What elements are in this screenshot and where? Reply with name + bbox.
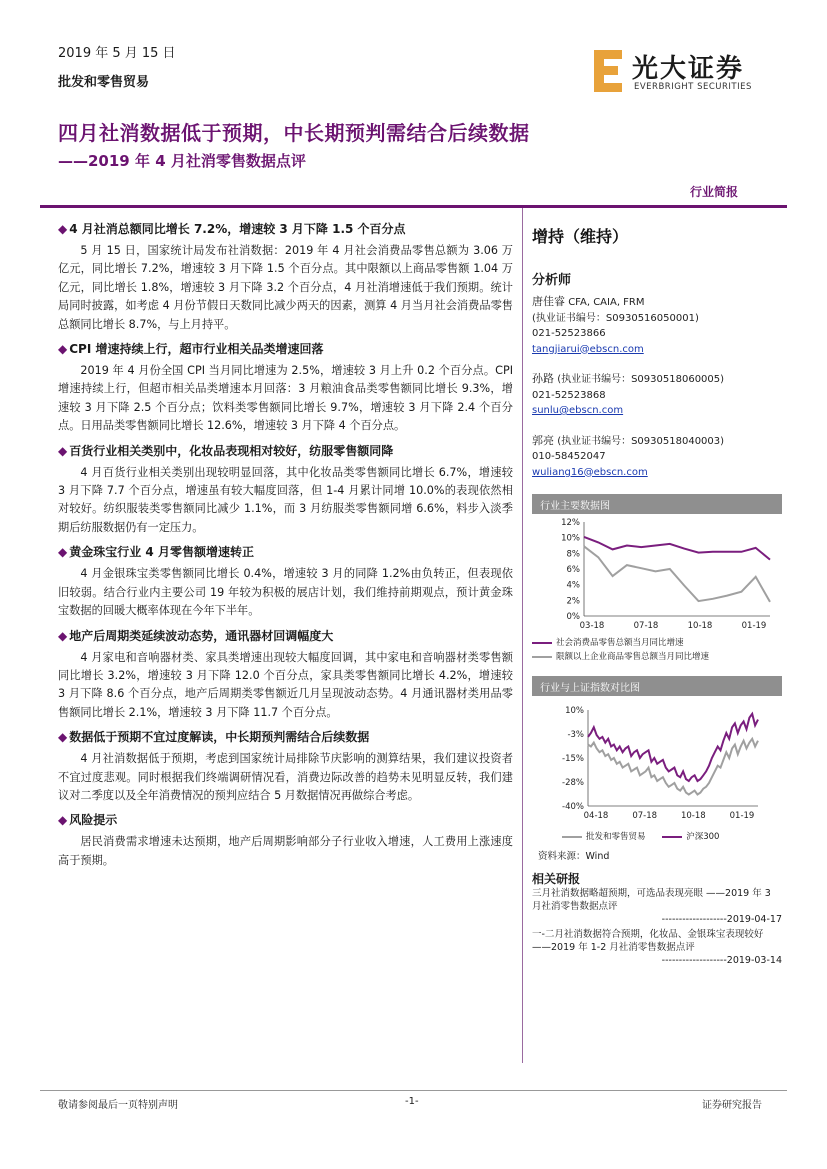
section-heading: 4 月社消总额同比增长 7.2%，增速较 3 月下降 1.5 个百分点 xyxy=(69,222,406,236)
analyst-card xyxy=(532,433,782,481)
y-tick-label: -3% xyxy=(567,730,584,740)
y-tick-label: 12% xyxy=(561,518,580,528)
section-heading: 数据低于预期不宜过度解读，中长期预判需结合后续数据 xyxy=(69,730,370,745)
section-yoy xyxy=(58,220,513,334)
related-report[interactable] xyxy=(532,928,782,967)
header-divider xyxy=(40,205,787,208)
section-department-store xyxy=(58,442,513,538)
diamond-bullet-icon: ◆ xyxy=(58,342,68,357)
section-paragraph: 4 月社消数据低于预期，考虑到国家统计局排除节庆影响的测算结果，我们建议投资者不宜过度悲观。同时根据我们终端调研情况看，消费边际改善的趋势未见明显反转，我们建议对二季度以及全年消费情况的预判应结合 5 月数据情况再做综合考虑。 xyxy=(58,752,513,802)
y-tick-label: 2% xyxy=(566,596,580,607)
related-report-date: -------------------2019-03-14 xyxy=(661,955,782,966)
chart-source: 资料来源：Wind xyxy=(538,851,610,862)
section-paragraph: 4 月家电和音响器材类、家具类增速出现较大幅度回调，其中家电和音响器材类零售额同比增长 3.2%，增速较 3 月下降 12.0 个百分点，家具类零售额同比增长 4.2%，增速较 3 月下降 8.6 个百分点，地产后周期类零售额近几月呈现波动态势。4 月通讯器材类用品零售额同比增长 2.1%，增速较 3 月下降 11.7 个百分点。 xyxy=(58,650,513,719)
y-tick-label: 10% xyxy=(565,706,584,716)
section-paragraph: 2019 年 4 月份全国 CPI 当月同比增速为 2.5%，增速较 3 月上升 0.2 个百分点。CPI 增速持续上行，但超市相关品类增速本月回落：3 月粮油食品类零售额同比增长 9.3%，增速较 3 月下降 2.5 个百分点；饮料类零售额同比增长 9.7%，增速较 3 月下降 2.4 个百分点。日用品类零售额同比增长 12.6%，增速较 3 月下降 4 个百分点。 xyxy=(58,364,513,433)
legend-swatch xyxy=(532,642,552,644)
legend-swatch xyxy=(662,836,682,838)
analyst-cert-inline: (执业证书编号：S0930518040003) xyxy=(557,435,725,447)
related-report[interactable] xyxy=(532,887,782,926)
section-real-estate xyxy=(58,627,513,723)
analyst-email-link[interactable]: wuliang16@ebscn.com xyxy=(532,466,648,478)
section-outlook xyxy=(58,728,513,805)
y-tick-label: -28% xyxy=(562,778,584,788)
section-paragraph: 居民消费需求增速未达预期，地产后周期影响部分子行业收入增速，人工费用上涨速度高于预期。 xyxy=(58,835,513,867)
diamond-bullet-icon: ◆ xyxy=(58,222,68,236)
analyst-email-link[interactable]: sunlu@ebscn.com xyxy=(532,405,624,416)
y-tick-label: 0% xyxy=(566,612,580,622)
y-tick-label: 10% xyxy=(561,533,580,544)
series-line xyxy=(584,537,770,560)
related-heading: 相关研报 xyxy=(532,872,581,886)
analyst-name: 孙路 xyxy=(532,372,554,385)
diamond-bullet-icon: ◆ xyxy=(58,443,68,458)
analyst-heading: 分析师 xyxy=(532,273,572,288)
analyst-card xyxy=(532,294,782,357)
x-tick-label: 10-18 xyxy=(680,811,706,821)
series-line xyxy=(584,546,770,602)
footer-disclaimer: 敬请参阅最后一页特别声明 xyxy=(58,1100,178,1111)
legend-label: 社会消费品零售总额当月同比增速 xyxy=(556,638,684,648)
analyst-phone: 010-58452047 xyxy=(532,451,606,462)
logo-cn-text: 光大证券 xyxy=(632,54,745,84)
sector-name: 批发和零售贸易 xyxy=(58,75,150,90)
analyst-phone: 021-52523868 xyxy=(532,389,606,401)
x-tick-label: 10-18 xyxy=(687,621,713,631)
section-paragraph: 4 月百货行业相关类别出现较明显回落，其中化妆品类零售额同比增长 6.7%，增速较 3 月下降 7.7 个百分点，增速虽有较大幅度回落，但 1-4 月累计同增 10.0%的表现依然相对较好。纺织服装类零售额同比减少 1.1%，而 3 月纺服类零售额同增 6.6%，料步入淡季期后纺服数据仍有一定压力。 xyxy=(58,465,513,534)
y-tick-label: -40% xyxy=(562,802,584,812)
analyst-card xyxy=(532,371,782,419)
section-heading: 百货行业相关类别中，化妆品表现相对较好，纺服零售额同降 xyxy=(69,443,394,458)
chart-index-compare xyxy=(532,696,782,826)
x-tick-label: 04-18 xyxy=(583,811,609,821)
section-heading: 黄金珠宝行业 4 月零售额增速转正 xyxy=(69,545,254,560)
footer-report-type: 证券研究报告 xyxy=(702,1100,762,1111)
report-date: 2019 年 5 月 15 日 xyxy=(58,46,176,61)
x-tick-label: 07-18 xyxy=(633,621,659,631)
section-heading: 风险提示 xyxy=(69,813,118,828)
related-report-title: 一-二月社消数据符合预期，化妆品、金银珠宝表现较好——2019 年 1-2 月社消零售数据点评 xyxy=(532,929,764,953)
analyst-cert-inline: (执业证书编号：S0930518060005) xyxy=(557,374,725,385)
y-tick-label: 8% xyxy=(566,549,580,560)
chart1-legend xyxy=(532,636,782,664)
legend-label: 沪深300 xyxy=(686,832,720,842)
analyst-name: 郭亮 xyxy=(532,433,554,447)
series-line xyxy=(588,739,758,795)
section-paragraph: 5 月 15 日，国家统计局发布社消数据：2019 年 4 月社会消费品零售总额为 3.06 万亿元，同比增长 7.2%，增速较 3 月下降 1.5 个百分点。其中限额以上商品零售额 1.04 万亿元，同比增长 1.8%，增速较 3 月下降 3.2 个百分点，4 月社消增速低于我们预期。统计局同时披露，如考虑 4 月份节假日天数同比减少两天的因素，测算 4 月当月社会消费品零售总额同比增长 8.7%，与上月持平。 xyxy=(58,244,513,331)
analyst-cert-inline: CFA, CAIA, FRM xyxy=(568,297,645,308)
analyst-phone: 021-52523866 xyxy=(532,328,606,339)
section-risk xyxy=(58,811,513,870)
chart2-title-bar: 行业与上证指数对比图 xyxy=(532,676,782,696)
related-report-date: -------------------2019-04-17 xyxy=(661,914,782,925)
x-tick-label: 07-18 xyxy=(632,811,658,821)
y-tick-label: 4% xyxy=(566,580,580,591)
page-number: -1- xyxy=(405,1096,419,1107)
rating-label: 增持（维持） xyxy=(532,227,629,246)
chart-industry-data xyxy=(532,514,782,632)
report-title: 四月社消数据低于预期，中长期预判需结合后续数据 xyxy=(58,121,530,145)
y-tick-label: 6% xyxy=(566,565,580,575)
section-cpi xyxy=(58,340,513,436)
company-logo xyxy=(592,48,772,96)
logo-en-text: EVERBRIGHT SECURITIES xyxy=(634,82,752,92)
section-jewelry xyxy=(58,543,513,620)
section-heading: CPI 增速持续上行，超市行业相关品类增速回落 xyxy=(69,342,324,357)
legend-label: 批发和零售贸易 xyxy=(586,832,646,842)
related-report-title: 三月社消数据略超预期，可选品表现亮眼 ——2019 年 3 月社消零售数据点评 xyxy=(532,888,771,912)
chart1-title-bar: 行业主要数据图 xyxy=(532,494,782,514)
legend-label: 限额以上企业商品零售总额当月同比增速 xyxy=(556,652,710,662)
x-tick-label: 01-19 xyxy=(729,811,755,821)
analyst-cert: (执业证书编号：S0930516050001) xyxy=(532,312,699,324)
x-tick-label: 01-19 xyxy=(741,621,767,631)
footer-divider xyxy=(40,1090,787,1091)
legend-swatch xyxy=(562,836,582,838)
x-tick-label: 03-18 xyxy=(579,621,605,631)
column-divider xyxy=(522,208,523,1063)
analyst-name: 唐佳睿 xyxy=(532,295,565,308)
section-paragraph: 4 月金银珠宝类零售额同比增长 0.4%，增速较 3 月的同降 1.2%由负转正，但表现依旧较弱。结合行业内主要公司 19 年较为积极的展店计划，我们维持前期观点，预计黄金珠宝数据的回暖大概率体现在今年下半年。 xyxy=(58,567,513,618)
report-subtitle: ——2019 年 4 月社消零售数据点评 xyxy=(58,152,306,170)
legend-swatch xyxy=(532,656,552,658)
analyst-email-link[interactable]: tangjiarui@ebscn.com xyxy=(532,343,644,355)
section-heading: 地产后周期类延续波动态势，通讯器材回调幅度大 xyxy=(69,628,334,643)
chart2-legend xyxy=(532,830,782,844)
y-tick-label: -15% xyxy=(562,754,584,764)
diamond-bullet-icon: ◆ xyxy=(58,628,68,643)
diamond-bullet-icon: ◆ xyxy=(58,545,68,560)
diamond-bullet-icon: ◆ xyxy=(58,730,68,745)
main-content xyxy=(58,214,513,874)
sidebar xyxy=(532,214,782,967)
doc-type-label: 行业简报 xyxy=(690,185,739,199)
diamond-bullet-icon: ◆ xyxy=(58,813,68,828)
